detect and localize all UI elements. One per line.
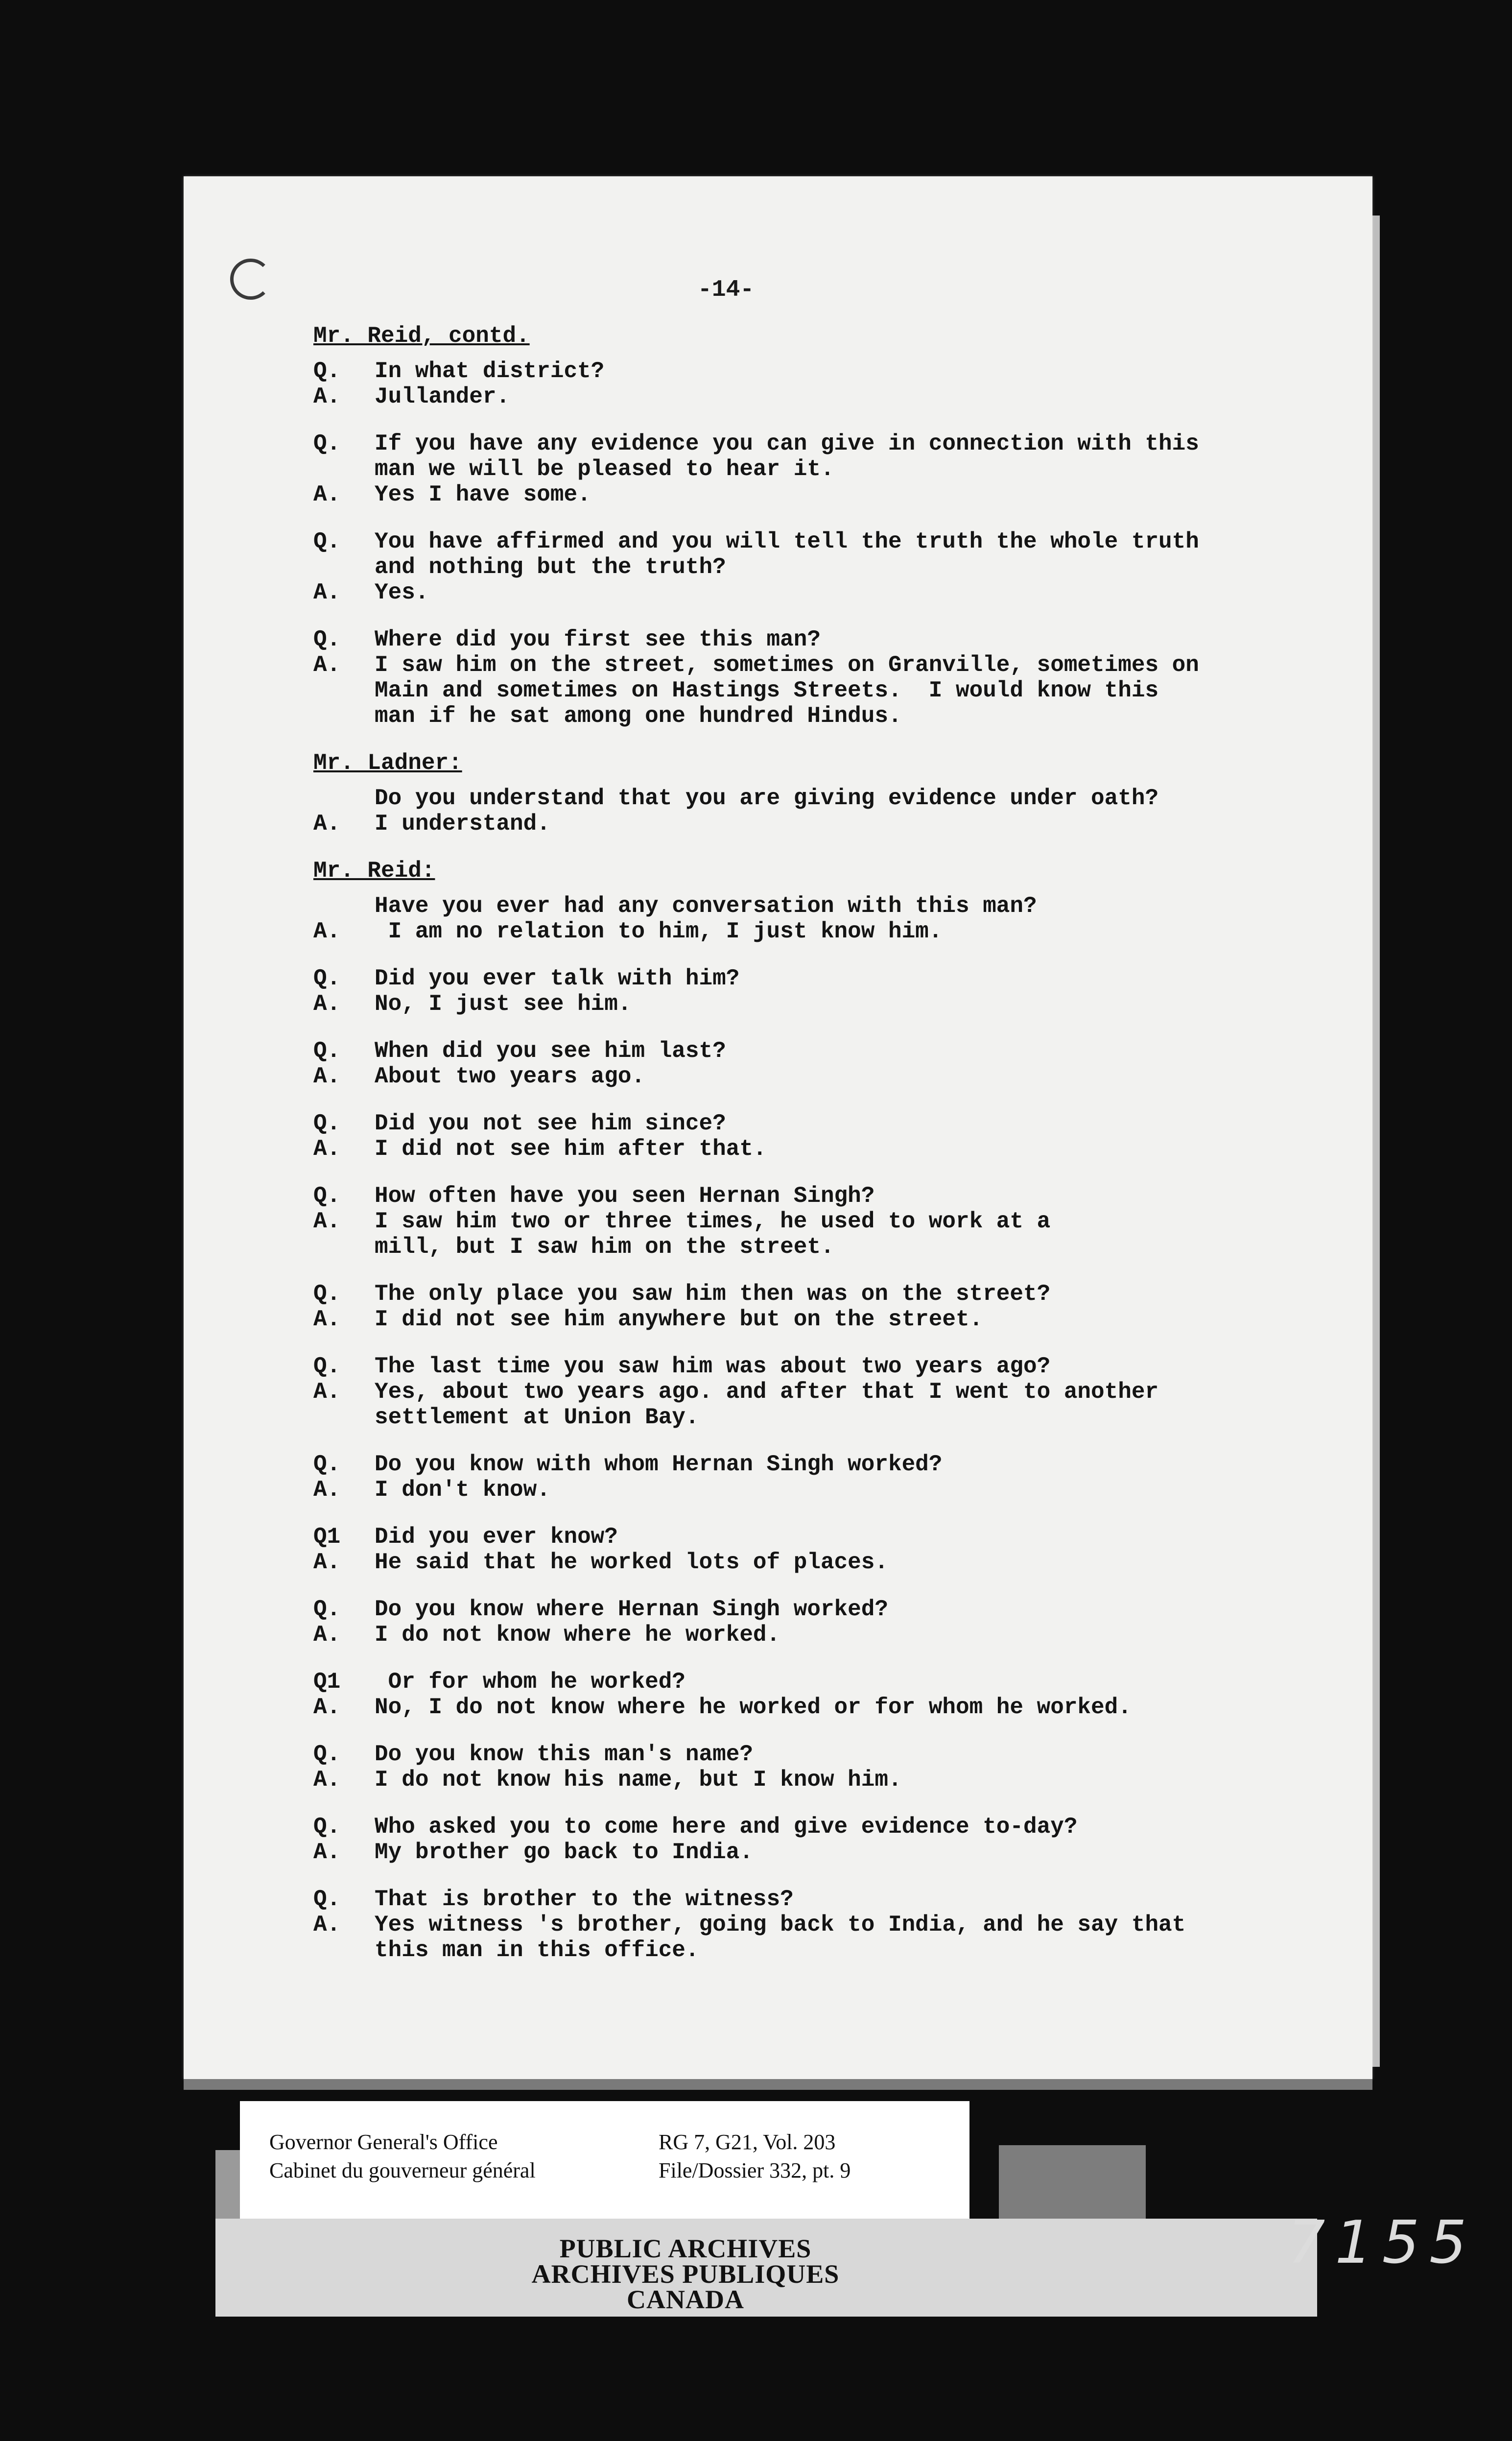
qa-block	[313, 966, 1293, 1017]
line-text: man if he sat among one hundred Hindus.	[375, 703, 902, 729]
qa-block	[313, 1597, 1293, 1648]
transcript-line	[313, 1038, 1293, 1064]
qa-marker: A.	[313, 919, 341, 944]
line-text: Do you know where Hernan Singh worked?	[375, 1597, 888, 1622]
qa-marker: A.	[313, 1912, 341, 1938]
line-text: settlement at Union Bay.	[375, 1405, 699, 1430]
transcript-line	[313, 991, 1293, 1017]
line-text: No, I do not know where he worked or for whom he worked.	[375, 1695, 1132, 1720]
transcript-line	[313, 580, 1293, 605]
archives-text	[215, 2236, 1156, 2312]
qa-marker: Q.	[313, 1887, 341, 1912]
qa-marker: A.	[313, 991, 341, 1017]
qa-block	[313, 1452, 1293, 1503]
line-text: Did you not see him since?	[375, 1111, 726, 1136]
qa-block	[313, 359, 1293, 409]
qa-marker: A.	[313, 482, 341, 507]
qa-marker: Q.	[313, 1183, 341, 1209]
catalog-record-group: RG 7, G21, Vol. 203	[659, 2130, 836, 2154]
line-text: Jullander.	[375, 384, 510, 409]
transcript-line	[313, 1064, 1293, 1089]
transcript-line	[313, 1281, 1293, 1307]
line-text: I am no relation to him, I just know him.	[375, 919, 943, 944]
line-text: I do not know his name, but I know him.	[375, 1767, 902, 1793]
line-text: Or for whom he worked?	[375, 1669, 685, 1695]
qa-marker	[313, 703, 375, 729]
speaker-heading: Mr. Reid:	[313, 858, 435, 884]
line-text: I don't know.	[375, 1477, 550, 1503]
qa-block	[313, 1183, 1293, 1260]
qa-block	[313, 1669, 1293, 1720]
line-text: I saw him two or three times, he used to work at a	[375, 1209, 1051, 1234]
catalog-office-fr: Cabinet du gouverneur général	[269, 2158, 536, 2182]
transcript-line	[313, 627, 1293, 652]
archives-line-country: CANADA	[627, 2285, 744, 2314]
catalog-label	[240, 2101, 969, 2219]
transcript-line	[313, 456, 1293, 482]
transcript-line	[313, 811, 1293, 837]
qa-marker: Q.	[313, 1111, 341, 1136]
line-text: Yes, about two years ago. and after that I went to another	[375, 1379, 1159, 1405]
transcript-line	[313, 786, 1293, 811]
catalog-reference	[659, 2128, 850, 2185]
qa-marker: Q.	[313, 1452, 341, 1477]
line-text: Do you know with whom Hernan Singh worked?	[375, 1452, 943, 1477]
qa-marker: Q.	[313, 431, 341, 456]
speaker-heading: Mr. Reid, contd.	[313, 323, 530, 349]
transcript-line	[313, 1622, 1293, 1648]
line-text: Who asked you to come here and give evidence to-day?	[375, 1814, 1078, 1840]
line-text: In what district?	[375, 359, 605, 384]
transcript-line	[313, 1938, 1293, 1963]
qa-block	[313, 893, 1293, 944]
transcript-line	[313, 1814, 1293, 1840]
transcript-line	[313, 893, 1293, 919]
line-text: I do not know where he worked.	[375, 1622, 780, 1648]
qa-marker: Q.	[313, 627, 341, 652]
qa-marker: Q1	[313, 1669, 341, 1695]
qa-marker	[313, 554, 375, 580]
qa-marker: A.	[313, 384, 341, 409]
transcript-line	[313, 1234, 1293, 1260]
transcript-line	[313, 1379, 1293, 1405]
catalog-file: File/Dossier 332, pt. 9	[659, 2158, 851, 2182]
line-text: I understand.	[375, 811, 550, 837]
line-text: If you have any evidence you can give in connection with this	[375, 431, 1199, 456]
transcript-line	[313, 529, 1293, 554]
transcript-line	[313, 1524, 1293, 1550]
line-text: You have affirmed and you will tell the truth the whole truth	[375, 529, 1199, 554]
line-text: man we will be pleased to hear it.	[375, 456, 834, 482]
line-text: I did not see him after that.	[375, 1136, 767, 1162]
archives-line-en: PUBLIC ARCHIVES	[559, 2234, 812, 2263]
transcript-line	[313, 1912, 1293, 1938]
speaker-heading: Mr. Ladner:	[313, 750, 462, 776]
transcript-line	[313, 1767, 1293, 1793]
line-text: Where did you first see this man?	[375, 627, 821, 652]
transcript-line	[313, 652, 1293, 678]
qa-block	[313, 627, 1293, 729]
transcript-line	[313, 1354, 1293, 1379]
line-text: The only place you saw him then was on the street?	[375, 1281, 1051, 1307]
line-text: Do you understand that you are giving evidence under oath?	[375, 786, 1159, 811]
line-text: this man in this office.	[375, 1938, 699, 1963]
qa-marker	[313, 678, 375, 703]
transcript-line	[313, 1477, 1293, 1503]
transcript-line	[313, 1742, 1293, 1767]
qa-marker: A.	[313, 811, 341, 837]
qa-block	[313, 1524, 1293, 1575]
line-text: Did you ever know?	[375, 1524, 618, 1550]
transcript-line	[313, 1669, 1293, 1695]
transcript-line	[313, 1452, 1293, 1477]
transcript-line	[313, 384, 1293, 409]
qa-marker: A.	[313, 1622, 341, 1648]
line-text: Yes I have some.	[375, 482, 591, 507]
qa-marker: A.	[313, 652, 341, 678]
qa-marker: Q1	[313, 1524, 341, 1550]
line-text: He said that he worked lots of places.	[375, 1550, 888, 1575]
archives-line-fr: ARCHIVES PUBLIQUES	[531, 2259, 840, 2289]
transcript-line	[313, 1405, 1293, 1430]
line-text: That is brother to the witness?	[375, 1887, 794, 1912]
qa-marker: Q.	[313, 1038, 341, 1064]
qa-block	[313, 1814, 1293, 1865]
qa-marker: Q.	[313, 966, 341, 991]
transcript-line	[313, 1840, 1293, 1865]
qa-marker: Q.	[313, 1742, 341, 1767]
transcript-line	[313, 1111, 1293, 1136]
qa-marker: A.	[313, 1550, 341, 1575]
qa-marker	[313, 893, 375, 919]
line-text: The last time you saw him was about two years ago?	[375, 1354, 1051, 1379]
qa-block	[313, 1354, 1293, 1430]
transcript-line	[313, 1183, 1293, 1209]
transcript-line	[313, 1550, 1293, 1575]
qa-marker: A.	[313, 1064, 341, 1089]
qa-marker	[313, 786, 375, 811]
catalog-office-en: Governor General's Office	[269, 2130, 498, 2154]
transcript-line	[313, 1307, 1293, 1332]
qa-marker: Q.	[313, 1281, 341, 1307]
archives-stamp	[215, 2219, 1317, 2317]
qa-marker: A.	[313, 1307, 341, 1332]
qa-marker	[313, 1234, 375, 1260]
qa-marker: Q.	[313, 529, 341, 554]
qa-block	[313, 1281, 1293, 1332]
transcript-line	[313, 1136, 1293, 1162]
line-text: and nothing but the truth?	[375, 554, 726, 580]
line-text: Yes witness 's brother, going back to India, and he say that	[375, 1912, 1186, 1938]
qa-marker	[313, 1938, 375, 1963]
transcript-line	[313, 678, 1293, 703]
line-text: Do you know this man's name?	[375, 1742, 753, 1767]
transcript-line	[313, 1597, 1293, 1622]
line-text: Yes.	[375, 580, 429, 605]
transcript-line	[313, 1209, 1293, 1234]
qa-marker	[313, 1405, 375, 1430]
line-text: Did you ever talk with him?	[375, 966, 740, 991]
qa-block	[313, 1887, 1293, 1963]
qa-block	[313, 1038, 1293, 1089]
qa-marker: A.	[313, 1209, 341, 1234]
frame-number: 7155	[1288, 2209, 1477, 2277]
transcript-line	[313, 359, 1293, 384]
line-text: I did not see him anywhere but on the street.	[375, 1307, 983, 1332]
line-text: About two years ago.	[375, 1064, 645, 1089]
transcript-line	[313, 1887, 1293, 1912]
transcript-line	[313, 554, 1293, 580]
transcript-body	[313, 323, 1293, 1985]
qa-marker	[313, 456, 375, 482]
qa-marker: Q.	[313, 1814, 341, 1840]
catalog-office	[269, 2128, 536, 2185]
transcript-line	[313, 482, 1293, 507]
qa-marker: A.	[313, 1136, 341, 1162]
qa-block	[313, 529, 1293, 605]
qa-block	[313, 786, 1293, 837]
qa-marker: Q.	[313, 359, 341, 384]
qa-marker: A.	[313, 1840, 341, 1865]
transcript-line	[313, 431, 1293, 456]
page-number: -14-	[698, 277, 755, 303]
qa-marker: A.	[313, 1695, 341, 1720]
line-text: My brother go back to India.	[375, 1840, 753, 1865]
qa-block	[313, 431, 1293, 507]
line-text: How often have you seen Hernan Singh?	[375, 1183, 875, 1209]
transcript-line	[313, 919, 1293, 944]
qa-marker: Q.	[313, 1597, 341, 1622]
qa-block	[313, 1111, 1293, 1162]
qa-marker: A.	[313, 580, 341, 605]
qa-marker: Q.	[313, 1354, 341, 1379]
line-text: When did you see him last?	[375, 1038, 726, 1064]
transcript-line	[313, 703, 1293, 729]
line-text: I saw him on the street, sometimes on Granville, sometimes on	[375, 652, 1199, 678]
qa-marker: A.	[313, 1477, 341, 1503]
punch-hole-icon	[230, 259, 271, 300]
line-text: mill, but I saw him on the street.	[375, 1234, 834, 1260]
page-bottom-edge	[184, 2079, 1372, 2090]
qa-block	[313, 1742, 1293, 1793]
transcript-line	[313, 1695, 1293, 1720]
line-text: No, I just see him.	[375, 991, 632, 1017]
qa-marker: A.	[313, 1379, 341, 1405]
qa-marker: A.	[313, 1767, 341, 1793]
transcript-line	[313, 966, 1293, 991]
line-text: Have you ever had any conversation with this man?	[375, 893, 1037, 919]
line-text: Main and sometimes on Hastings Streets. I would know this	[375, 678, 1159, 703]
